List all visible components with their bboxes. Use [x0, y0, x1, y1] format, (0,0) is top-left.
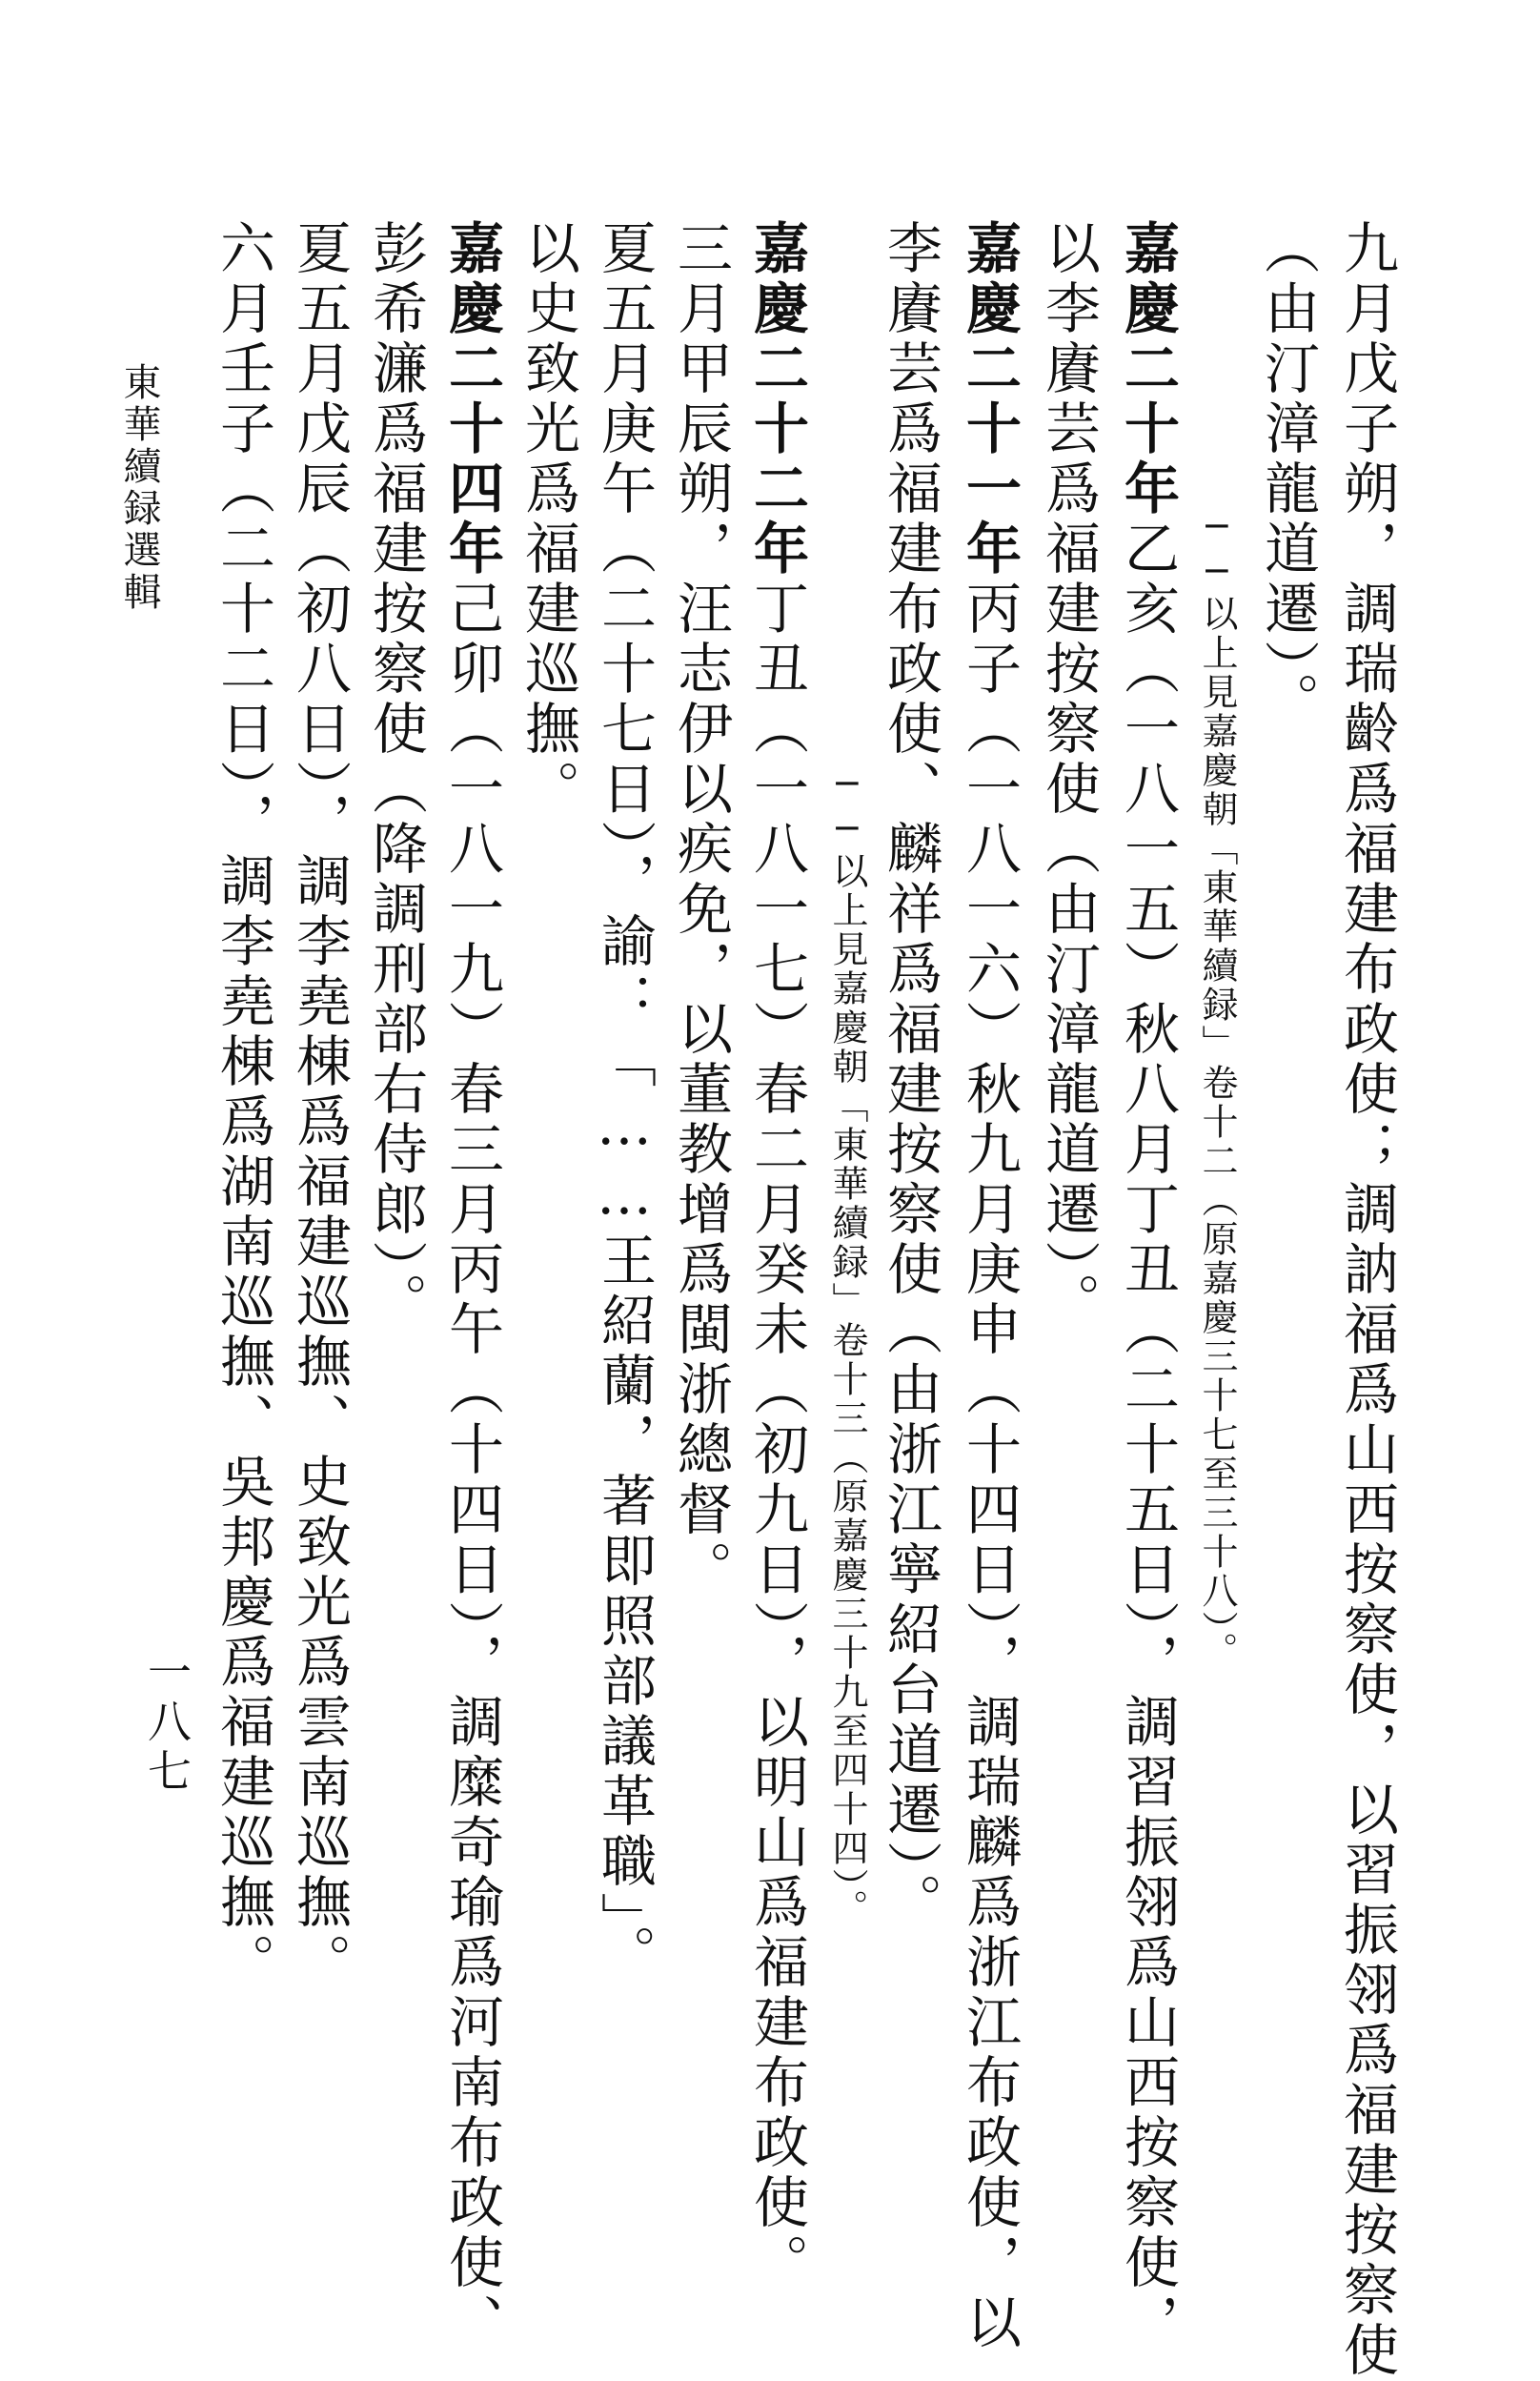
column-text: 夏五月庚午（二十七日），諭：「……王紹蘭，著即照部議革職」。	[592, 219, 657, 1984]
text-column	[439, 219, 504, 2353]
column-text: （由汀漳龍道遷）。	[1255, 219, 1320, 732]
era-year-heading: 嘉慶二十四年	[439, 219, 504, 580]
column-text: 彭希濂爲福建按察使（降調刑部右侍郎）。	[363, 219, 428, 1333]
text-column	[363, 219, 428, 1333]
era-year-heading: 嘉慶二十年	[1115, 219, 1180, 519]
text-column	[1115, 219, 1180, 2353]
text-column	[1255, 219, 1320, 732]
column-text: 李賡芸爲福建布政使、麟祥爲福建按察使（由浙江寧紹台道遷）。	[878, 219, 942, 1933]
column-text: ──以上見嘉慶朝「東華續録」卷十三（原嘉慶三十九至四十四）。	[826, 763, 868, 1928]
text-column	[287, 219, 352, 1993]
column-text: 三月甲辰朔，汪志伊以疾免，以董教增爲閩浙總督。	[668, 219, 733, 1600]
column-text: 己卯（一八一九）春三月丙午（十四日），調糜奇瑜爲河南布政使、	[439, 580, 504, 2353]
column-text: ──以上見嘉慶朝「東華續録」卷十二（原嘉慶三十七至三十八）。	[1196, 505, 1238, 1671]
text-column	[668, 219, 733, 1600]
text-column	[744, 219, 809, 2293]
text-column	[211, 219, 275, 1993]
text-column	[1334, 219, 1399, 2381]
text-column	[878, 219, 942, 1933]
text-column	[1036, 219, 1101, 1333]
column-text: 以史致光爲福建巡撫。	[516, 219, 580, 820]
column-text: 丙子（一八一六）秋九月庚申（十四日），調瑞麟爲浙江布政使，以	[957, 580, 1022, 2353]
text-column	[592, 219, 657, 1984]
source-note	[826, 763, 868, 1928]
text-column	[957, 219, 1022, 2353]
source-note	[1196, 505, 1238, 1671]
text-column	[516, 219, 580, 820]
book-title: 東華續録選輯	[117, 362, 161, 614]
column-text: 以李賡芸爲福建按察使（由汀漳龍道遷）。	[1036, 219, 1101, 1333]
column-text: 夏五月戊辰（初八日），調李堯棟爲福建巡撫、史致光爲雲南巡撫。	[287, 219, 352, 1993]
column-text: 六月壬子（二十二日），調李堯棟爲湖南巡撫、吳邦慶爲福建巡撫。	[211, 219, 275, 1993]
era-year-heading: 嘉慶二十二年	[744, 219, 809, 580]
page-number: 一八七	[141, 1649, 192, 1798]
column-text: 乙亥（一八一五）秋八月丁丑（二十五日），調習振翎爲山西按察使，	[1115, 519, 1180, 2353]
column-text: 丁丑（一八一七）春二月癸未（初九日），以明山爲福建布政使。	[744, 580, 809, 2293]
era-year-heading: 嘉慶二十一年	[957, 219, 1022, 580]
column-text: 九月戊子朔，調瑞齡爲福建布政使；調訥福爲山西按察使，以習振翎爲福建按察使	[1334, 219, 1399, 2381]
